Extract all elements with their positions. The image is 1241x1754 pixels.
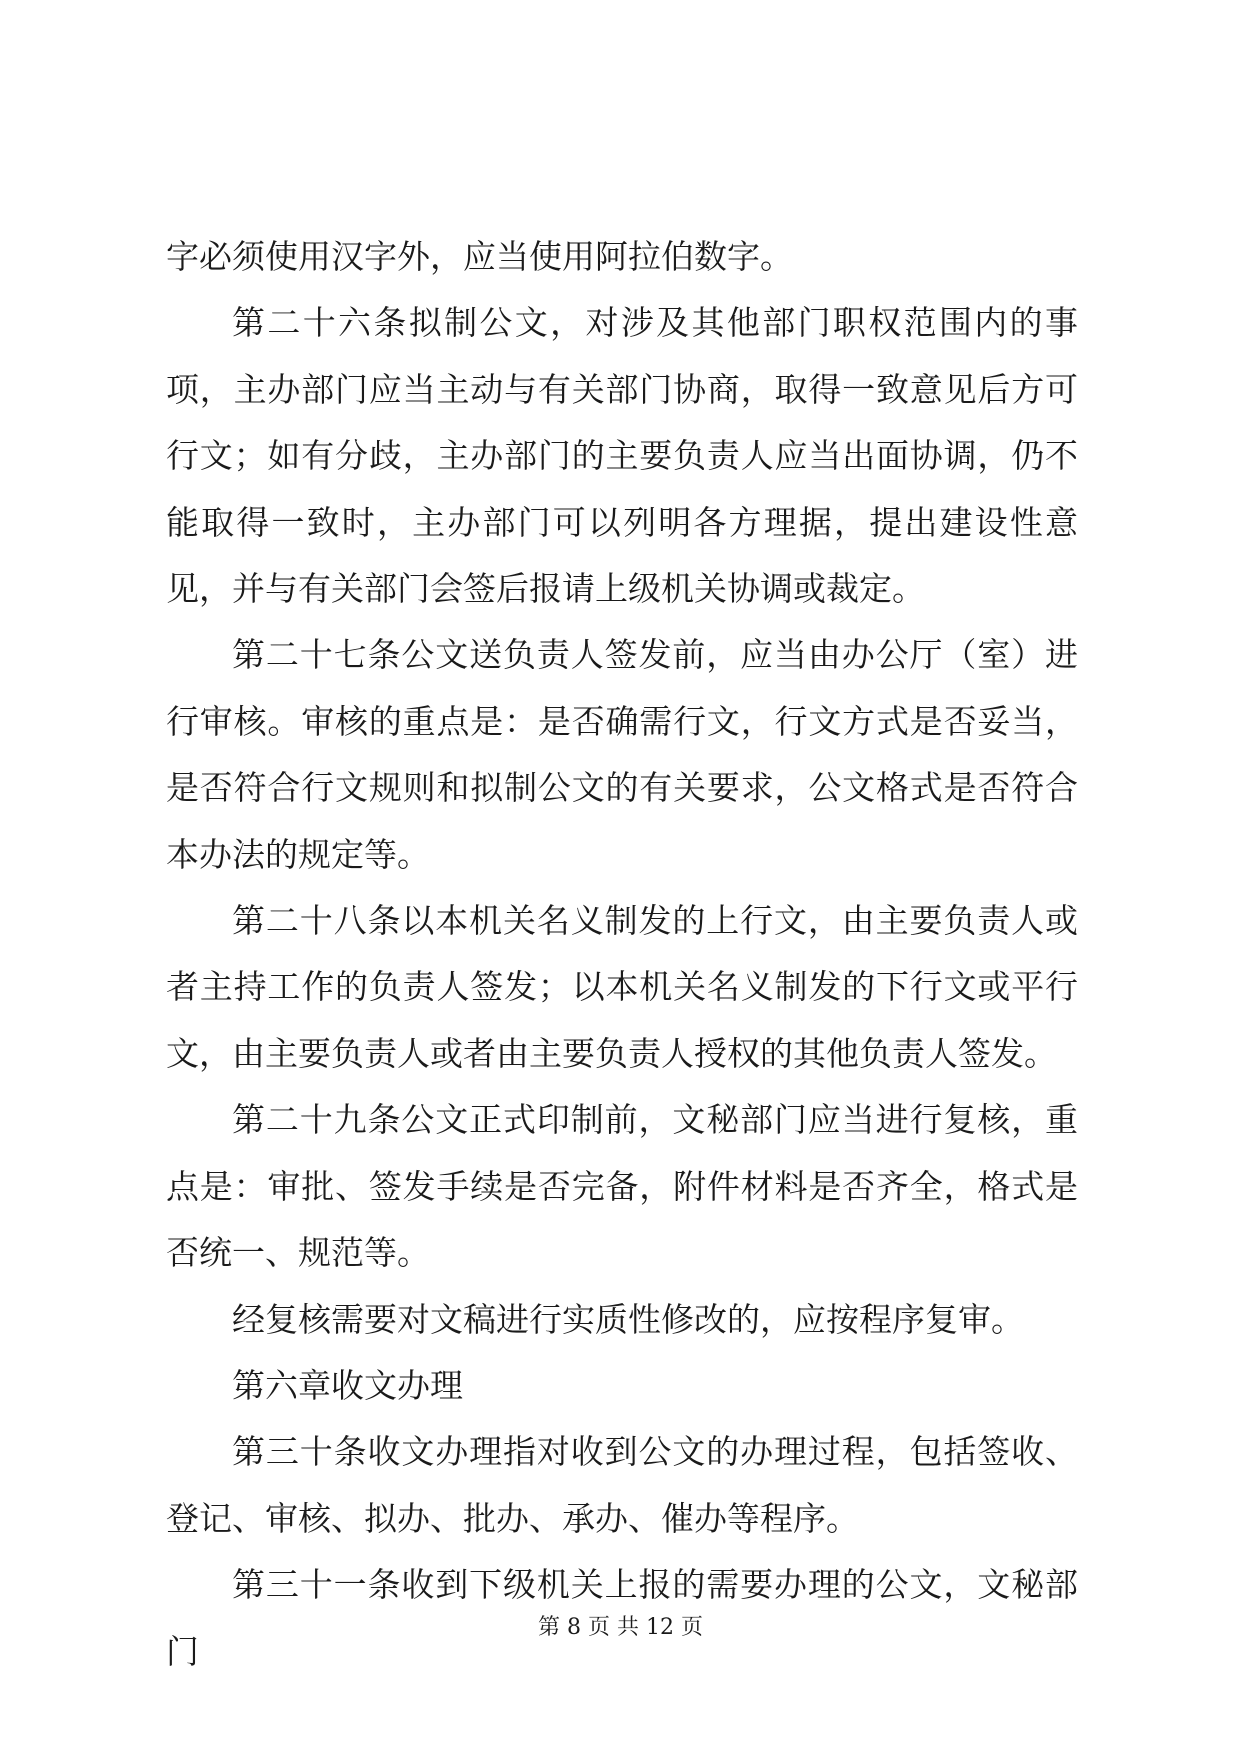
document-body [166, 224, 1078, 1685]
paragraph-continuation: 字必须使用汉字外，应当使用阿拉伯数字。 [166, 237, 793, 276]
paragraph-article-27: 第二十七条公文送负责人签发前，应当由办公厅（室）进行审核。审核的重点是：是否确需行文，行文方式是否妥当，是否符合行文规则和拟制公文的有关要求，公文格式是否符合本办法的规定等。 [166, 635, 1078, 874]
paragraph-article-29: 第二十九条公文正式印制前，文秘部门应当进行复核，重点是：审批、签发手续是否完备，附件材料是否齐全，格式是否统一、规范等。 [166, 1100, 1078, 1273]
paragraph-article-28: 第二十八条以本机关名义制发的上行文，由主要负责人或者主持工作的负责人签发；以本机关名义制发的下行文或平行文，由主要负责人或者由主要负责人授权的其他负责人签发。 [166, 901, 1078, 1073]
paragraph-article-26: 第二十六条拟制公文，对涉及其他部门职权范围内的事项，主办部门应当主动与有关部门协商，取得一致意见后方可行文；如有分歧，主办部门的主要负责人应当出面协调，仍不能取得一致时，主办部门可以列明各方理据，提出建设性意见，并与有关部门会签后报请上级机关协调或裁定。 [166, 303, 1078, 609]
paragraph-review-note: 经复核需要对文稿进行实质性修改的，应按程序复审。 [232, 1299, 1024, 1339]
paragraph-article-31: 第三十一条收到下级机关上报的需要办理的公文，文秘部门 [166, 1565, 1078, 1671]
paragraph-article-30: 第三十条收文办理指对收到公文的办理过程，包括签收、登记、审核、拟办、批办、承办、催办等程序。 [166, 1432, 1078, 1538]
page-number-footer: 第 8 页 共 12 页 [538, 1615, 703, 1640]
chapter-heading: 第六章收文办理 [232, 1365, 463, 1405]
